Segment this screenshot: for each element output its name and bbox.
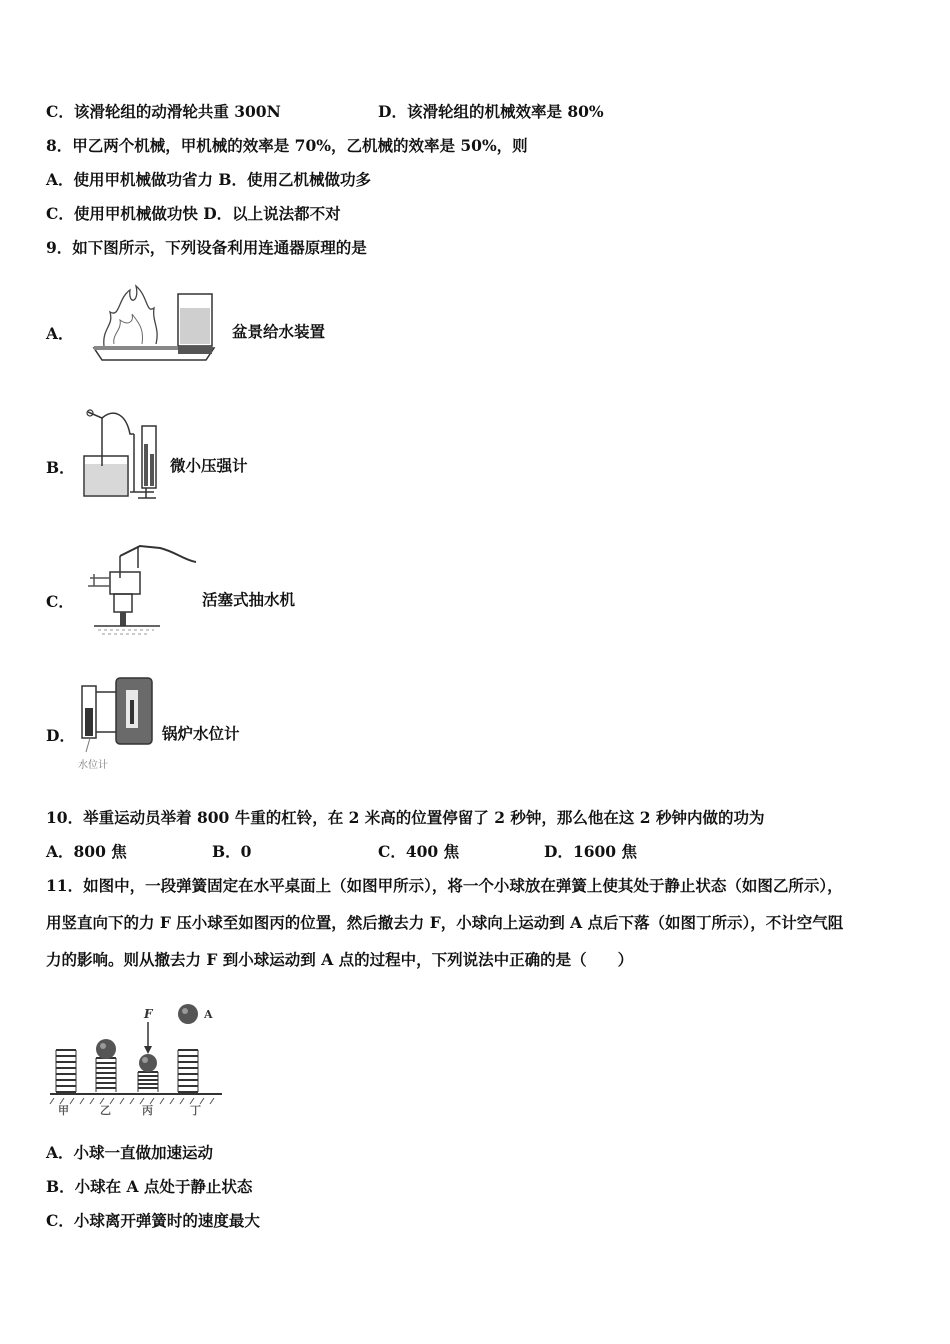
q11-option-b: B．小球在 A 点处于静止状态 [46,1177,253,1196]
q11-stem-line-2: 用竖直向下的力 F 压小球至如图丙的位置，然后撤去力 F，小球向上运动到 A 点后下落（如图丁所示），不计空气阻 [46,913,844,932]
force-f-label: F [144,1007,153,1021]
q11-stem-line-1: 11．如图中，一段弹簧固定在水平桌面上（如图甲所示），将一个小球放在弹簧上使其处于静止状态（如图乙所示）， [46,876,843,895]
q11-stem-line-3: 力的影响。则从撤去力 F 到小球运动到 A 点的过程中，下列说法中正确的是（ ） [46,950,634,969]
spring-ding [178,1004,213,1092]
point-a-label: A [204,1008,213,1021]
q7-option-d: D．该滑轮组的机械效率是 80% [378,102,604,121]
q8-options-ab: A．使用甲机械做功省力 B．使用乙机械做功多 [46,170,372,189]
ground [50,1094,222,1104]
label-yi: 乙 [100,1104,111,1117]
water-gauge-figure-label: 水位计 [78,760,108,771]
spring-yi [96,1039,116,1092]
q11-option-a: A．小球一直做加速运动 [46,1143,214,1162]
q9-option-d-label: D． [46,726,75,745]
q10-option-b: B．0 [212,842,252,861]
label-jia: 甲 [58,1104,69,1117]
q9-stem: 9．如下图所示，下列设备利用连通器原理的是 [46,238,367,257]
q7-option-c: C．该滑轮组的动滑轮共重 300N [46,102,281,121]
spring-jia [56,1050,76,1092]
spring-bing [138,1007,158,1092]
q10-option-d: D．1600 焦 [544,842,637,861]
q9-option-c-caption: 活塞式抽水机 [202,590,296,609]
label-ding: 丁 [190,1104,201,1117]
q10-option-a: A．800 焦 [46,842,127,861]
q11-option-c: C．小球离开弹簧时的速度最大 [46,1211,260,1230]
q10-stem: 10．举重运动员举着 800 牛重的杠铃，在 2 米高的位置停留了 2 秒钟，那么他在这 2 秒钟内做的功为 [46,808,765,827]
q9-option-b-caption: 微小压强计 [170,456,248,475]
q9-option-b-label: B． [46,458,75,477]
spring-ball-figure [46,1000,226,1120]
q9-option-c-label: C． [46,592,74,611]
q8-options-cd: C．使用甲机械做功快 D．以上说法都不对 [46,204,341,223]
q9-option-d-caption: 锅炉水位计 [162,724,240,743]
label-bing: 丙 [142,1104,153,1117]
q9-option-a-label: A． [46,324,74,343]
micro-pressure-gauge-figure [74,404,170,504]
piston-pump-figure [80,538,200,638]
q8-stem: 8．甲乙两个机械，甲机械的效率是 70%，乙机械的效率是 50%，则 [46,136,528,155]
bonsai-water-device-figure [74,268,224,368]
q9-option-a-caption: 盆景给水装置 [232,322,326,341]
q10-option-c: C．400 焦 [378,842,460,861]
boiler-water-gauge-figure [76,672,160,776]
